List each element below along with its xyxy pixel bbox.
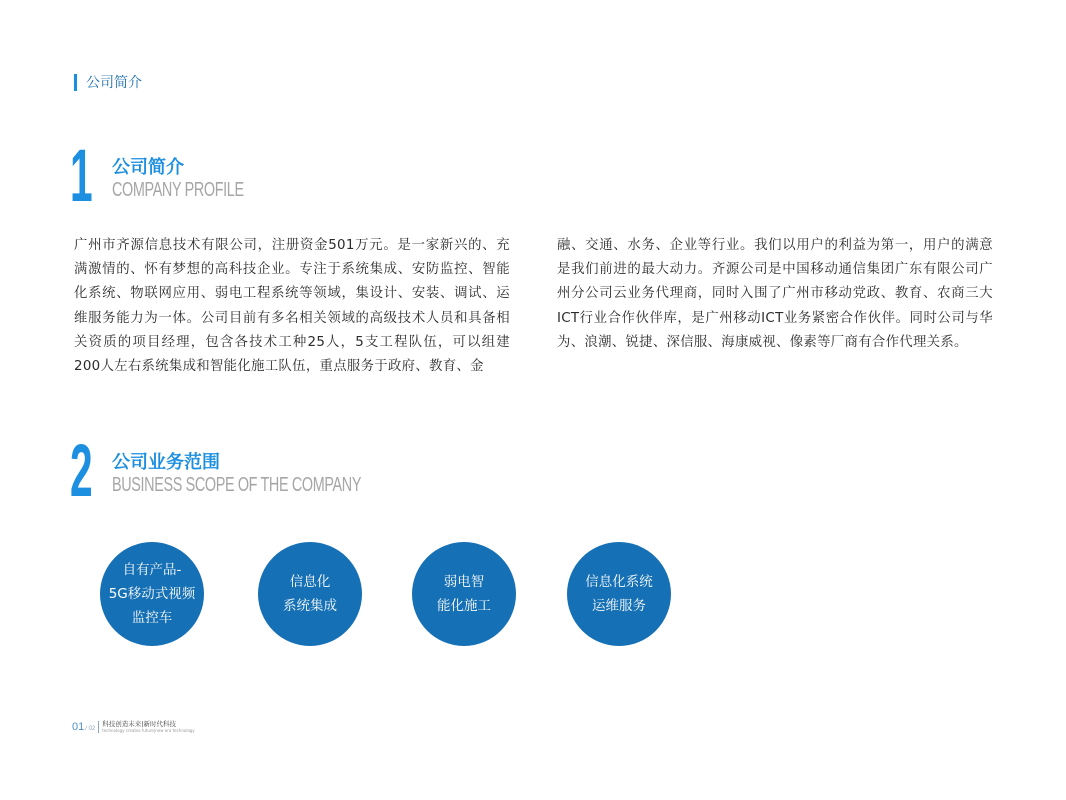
- business-item-circle: [100, 542, 204, 646]
- business-item-circle: [412, 542, 516, 646]
- section-title: 公司业务范围: [112, 452, 220, 473]
- business-item-label: 自有产品- 5G移动式视频 监控车: [108, 562, 196, 626]
- profile-text-left: 广州市齐源信息技术有限公司，注册资金501万元。是一家新兴的、充满激情的、怀有梦想的高科技企业。专注于系统集成、安防监控、智能化系统、物联网应用、弱电工程系统等领域，集设计、安装、调试、运维服务能力为一体。公司目前有多名相关领域的高级技术人员和具备相关资质的项目经理，包含各技术工种25人，5支工程队伍，可以组建200人左右系统集成和智能化施工队伍，重点服务于政府、教育、金: [74, 238, 510, 375]
- header-accent-bar: [74, 74, 77, 91]
- business-item-circle: [567, 542, 671, 646]
- footer-slogan-en: technology creates future|new era technology: [102, 728, 195, 733]
- business-item-label: 信息化系统 运维服务: [585, 574, 653, 614]
- footer-slogan-block: [102, 720, 195, 733]
- business-item-label: 信息化 系统集成: [283, 574, 337, 614]
- page-number: 01: [72, 721, 85, 733]
- section-number: 2: [70, 429, 93, 512]
- footer-slogan: 科技创造未来|新时代科技: [102, 720, 176, 728]
- footer-divider: [98, 721, 99, 733]
- profile-text-right: 融、交通、水务、企业等行业。我们以用户的利益为第一，用户的满意是我们前进的最大动力。齐源公司是中国移动通信集团广东有限公司广州分公司云业务代理商，同时入围了广州市移动党政、教育、农商三大ICT行业合作伙伴库，是广州移动ICT业务紧密合作伙伴。同时公司与华为、浪潮、锐捷、深信服、海康威视、像素等厂商有合作代理关系。: [557, 238, 993, 350]
- section-title: 公司简介: [112, 157, 184, 178]
- header-title: 公司简介: [86, 75, 142, 91]
- section-number: 1: [70, 134, 93, 217]
- business-item-label: 弱电智 能化施工: [437, 574, 491, 614]
- page-footer: [72, 720, 195, 733]
- business-item-circle: [258, 542, 362, 646]
- section-subtitle: BUSINESS SCOPE OF THE COMPANY: [112, 474, 362, 496]
- page-total: / 02: [85, 726, 96, 732]
- section-subtitle: COMPANY PROFILE: [112, 179, 244, 201]
- page-header: [74, 72, 142, 92]
